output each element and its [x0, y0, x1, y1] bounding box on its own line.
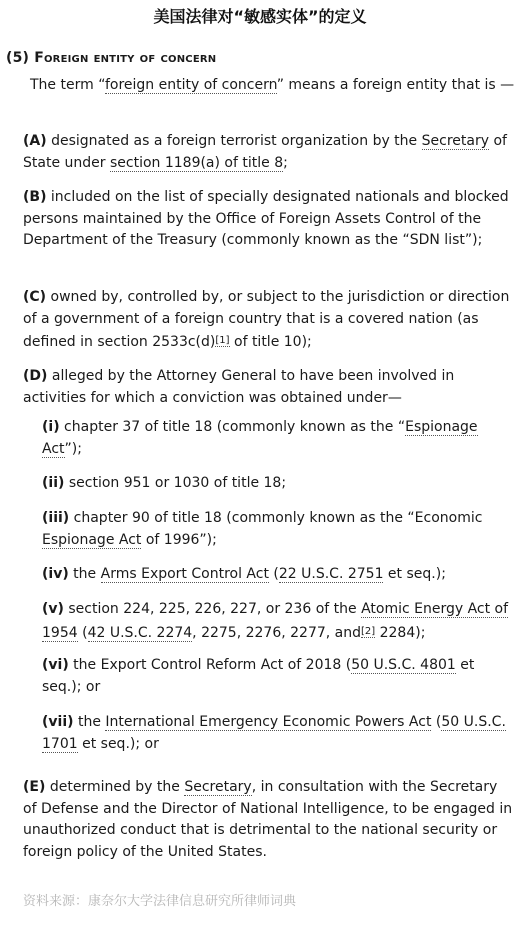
clause-d-vii [42, 712, 517, 755]
intro-suffix: ” means a foreign entity that is — [276, 77, 515, 93]
source-note: 资料来源：康奈尔大学法律信息研究所律师词典 [23, 894, 297, 909]
footnote-1-link[interactable]: [1] [215, 335, 230, 346]
clause-d [23, 366, 515, 409]
clause-a-label: (A) [23, 133, 47, 149]
42-usc-2274-link[interactable]: 42 U.S.C. 2274 [87, 624, 193, 641]
section-number: (5) [6, 50, 30, 66]
clause-d-ii [42, 473, 517, 495]
clause-d-iii [42, 508, 517, 551]
clause-d-iii-label: (iii) [42, 510, 70, 526]
clause-e [23, 777, 515, 863]
clause-d-iv-text-3: et seq.); [383, 566, 446, 582]
clause-c [23, 287, 515, 354]
clause-d-vi-text-2: et seq.); or [42, 657, 475, 695]
clause-d-iv [42, 564, 517, 586]
clause-d-text: alleged by the Attorney General to have been involved in activities for which a conviction was obtained under— [23, 368, 455, 406]
clause-d-iv-label: (iv) [42, 566, 69, 582]
clause-b-label: (B) [23, 189, 47, 205]
clause-d-vii-text-2: ( [431, 714, 442, 730]
clause-a [23, 131, 515, 174]
clause-d-v-text: section 224, 225, 226, 227, or 236 of the [63, 601, 362, 617]
ieepa-link[interactable]: International Emergency Economic Powers Act [105, 714, 432, 730]
clause-d-i-label: (i) [42, 419, 60, 435]
page-title: 美国法律对“敏感实体”的定义 [153, 7, 367, 26]
clause-c-text: owned by, controlled by, or subject to the jurisdiction or direction of a government of a foreign country that is a covered nation (as defined in section 2533c(d) [23, 289, 510, 350]
economic-espionage-act-link[interactable]: Espionage Act [42, 531, 142, 548]
clause-d-vi [42, 655, 517, 698]
clause-d-vii-label: (vii) [42, 714, 74, 730]
clause-c-text-2: of title 10); [229, 334, 312, 350]
clause-d-iii-text-2: of 1996”); [141, 531, 217, 548]
clause-a-text: designated as a foreign terrorist organization by the [46, 133, 422, 149]
atomic-energy-act-link[interactable]: Atomic Energy Act of 1954 [42, 601, 509, 641]
clause-d-v-text-2: ( [77, 624, 88, 641]
clause-d-v-label: (v) [42, 601, 64, 617]
espionage-act-link[interactable]: Espionage Act [42, 419, 478, 457]
secretary-link-2[interactable]: Secretary [184, 779, 252, 795]
section-1189-link[interactable]: section 1189(a) of title 8 [109, 154, 284, 171]
clause-b-text: included on the list of specially designated nationals and blocked persons maintained by the Office of Foreign Assets Control of the Department of the Treasury (commonly known as the “SDN list”); [23, 189, 509, 248]
clause-d-iv-text: the [68, 566, 101, 582]
clause-d-ii-text: section 951 or 1030 of title 18; [64, 475, 287, 491]
clause-e-text: determined by the [45, 779, 185, 795]
clause-c-label: (C) [23, 289, 47, 305]
foreign-entity-of-concern-link[interactable]: foreign entity of concern [104, 77, 277, 93]
clause-a-text-2: of State under [23, 133, 507, 171]
clause-b [23, 187, 515, 252]
clause-e-label: (E) [23, 779, 46, 795]
50-usc-1701-link[interactable]: 50 U.S.C. 1701 [42, 714, 506, 752]
footnote-2-link[interactable]: [2] [361, 625, 376, 637]
clause-d-iii-text: chapter 90 of title 18 (commonly known as the “Economic [69, 510, 483, 526]
arms-export-control-act-link[interactable]: Arms Export Control Act [100, 566, 269, 582]
secretary-link[interactable]: Secretary [421, 133, 489, 149]
clause-d-vii-text-3: et seq.); or [77, 735, 159, 752]
clause-a-text-3: ; [283, 154, 288, 171]
22-usc-2751-link[interactable]: 22 U.S.C. 2751 [278, 566, 384, 582]
clause-d-i [42, 417, 517, 460]
clause-d-label: (D) [23, 368, 48, 384]
clause-d-v-text-3: , 2275, 2276, 2277, and [192, 624, 361, 641]
clause-d-ii-label: (ii) [42, 475, 65, 491]
clause-e-text-2: , in consultation with the Secretary of Defense and the Director of National Intelligence, to be engaged in unauthorized conduct that is detrimental to the national security or foreign policy of the United States. [23, 779, 513, 860]
clause-d-vi-text: the Export Control Reform Act of 2018 ( [68, 657, 352, 673]
section-heading [6, 50, 216, 66]
clause-d-vii-text: the [73, 714, 106, 730]
clause-d-vi-label: (vi) [42, 657, 69, 673]
clause-d-i-text-2: ”); [64, 440, 82, 457]
intro-prefix: The term “ [30, 77, 105, 93]
clause-d-iv-text-2: ( [268, 566, 279, 582]
clause-d-v-text-4: 2284); [375, 624, 426, 641]
50-usc-4801-link[interactable]: 50 U.S.C. 4801 [351, 657, 456, 673]
clause-d-i-text: chapter 37 of title 18 (commonly known as the “ [59, 419, 406, 435]
clause-d-v [42, 599, 517, 644]
section-heading-text: Foreign entity of concern [34, 50, 217, 66]
definition-intro [30, 75, 515, 97]
